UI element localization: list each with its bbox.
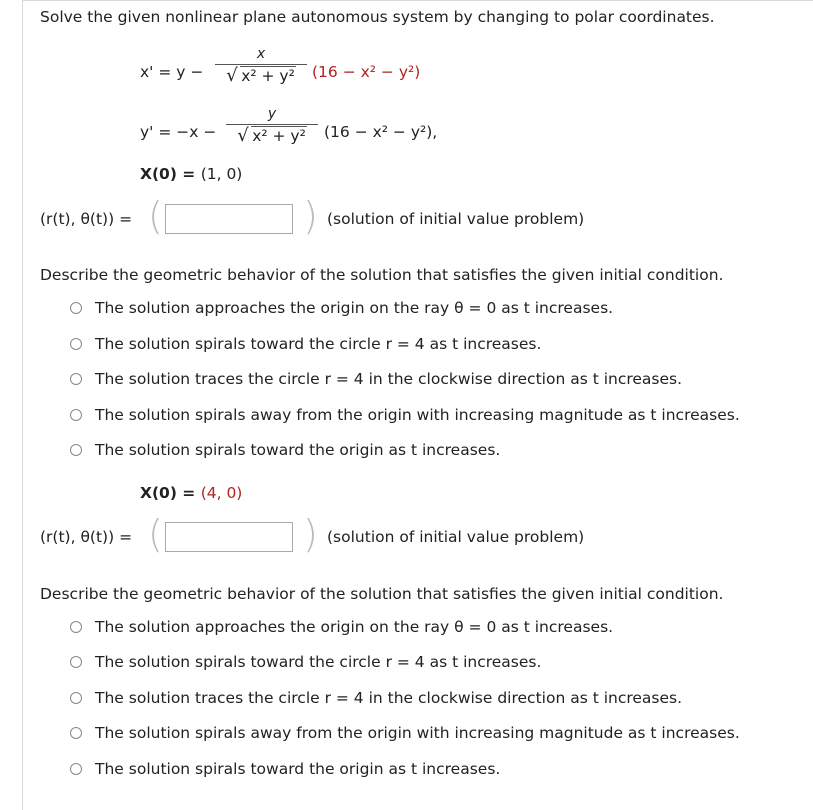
part2-ic-value: (4, 0): [200, 484, 243, 502]
part2-left-paren: (: [148, 512, 163, 556]
part1-option-0-radio[interactable]: [70, 302, 82, 314]
part2-ic-label: X(0) =: [140, 484, 201, 502]
part1-option-3-radio[interactable]: [70, 409, 82, 421]
part1-ic-label: X(0) =: [140, 165, 201, 183]
part2-option-4-label[interactable]: The solution spirals toward the origin as t increases.: [95, 760, 501, 778]
frame-left-border: [22, 0, 23, 810]
part2-option-0-radio[interactable]: [70, 621, 82, 633]
sqrt-symbol: √: [237, 125, 249, 146]
problem-instruction: Solve the given nonlinear plane autonomous system by changing to polar coordinates.: [40, 8, 715, 26]
part2-initial-condition: [140, 484, 242, 502]
eq2-fraction: [226, 106, 318, 145]
eq1-fraction: [215, 46, 307, 85]
eq2-sqrt: [237, 127, 307, 145]
part1-option-0-label[interactable]: The solution approaches the origin on the ray θ = 0 as t increases.: [95, 299, 614, 317]
part2-option-2-radio[interactable]: [70, 692, 82, 704]
part1-initial-condition: [140, 165, 242, 183]
part1-option-2-label[interactable]: The solution traces the circle r = 4 in the clockwise direction as t increases.: [95, 370, 683, 388]
part1-left-paren: (: [148, 194, 163, 238]
part2-option-1-label[interactable]: The solution spirals toward the circle r = 4 as t increases.: [95, 653, 542, 671]
eq2-factor: (16 − x² − y²),: [324, 123, 438, 141]
part1-lhs: (r(t), θ(t)) =: [40, 210, 133, 228]
part2-option-1-radio[interactable]: [70, 656, 82, 668]
part2-suffix: (solution of initial value problem): [327, 528, 585, 546]
eq2-numerator: y: [267, 106, 277, 122]
part1-ic-value: (1, 0): [200, 165, 243, 183]
eq1-factor: (16 − x² − y²): [312, 63, 421, 81]
part1-answer-input[interactable]: [165, 204, 293, 234]
part1-option-2-radio[interactable]: [70, 373, 82, 385]
eq1-lhs: x' = y −: [140, 63, 204, 81]
part1-option-4-radio[interactable]: [70, 444, 82, 456]
part1-suffix: (solution of initial value problem): [327, 210, 585, 228]
sqrt-symbol: √: [226, 65, 238, 86]
eq2-lhs: y' = −x −: [140, 123, 217, 141]
part1-option-3-label[interactable]: The solution spirals away from the origin with increasing magnitude as t increases.: [95, 406, 740, 424]
eq1-numerator: x: [256, 46, 266, 62]
eq2-denominator: x² + y²: [252, 127, 306, 145]
part2-option-0-label[interactable]: The solution approaches the origin on the ray θ = 0 as t increases.: [95, 618, 614, 636]
part2-option-2-label[interactable]: The solution traces the circle r = 4 in the clockwise direction as t increases.: [95, 689, 683, 707]
part1-question: Describe the geometric behavior of the solution that satisfies the given initial condition.: [40, 266, 724, 284]
part1-right-paren: ): [303, 194, 318, 238]
part1-option-4-label[interactable]: The solution spirals toward the origin as t increases.: [95, 441, 501, 459]
part2-option-4-radio[interactable]: [70, 763, 82, 775]
part2-option-3-label[interactable]: The solution spirals away from the origin with increasing magnitude as t increases.: [95, 724, 740, 742]
part2-lhs: (r(t), θ(t)) =: [40, 528, 133, 546]
eq1-sqrt: [226, 67, 296, 85]
part2-question: Describe the geometric behavior of the solution that satisfies the given initial condition.: [40, 585, 724, 603]
part2-answer-input[interactable]: [165, 522, 293, 552]
eq1-denominator: x² + y²: [241, 67, 295, 85]
part1-option-1-label[interactable]: The solution spirals toward the circle r = 4 as t increases.: [95, 335, 542, 353]
part2-option-3-radio[interactable]: [70, 727, 82, 739]
part1-option-1-radio[interactable]: [70, 338, 82, 350]
frame-top-border: [22, 0, 813, 1]
part2-right-paren: ): [303, 512, 318, 556]
